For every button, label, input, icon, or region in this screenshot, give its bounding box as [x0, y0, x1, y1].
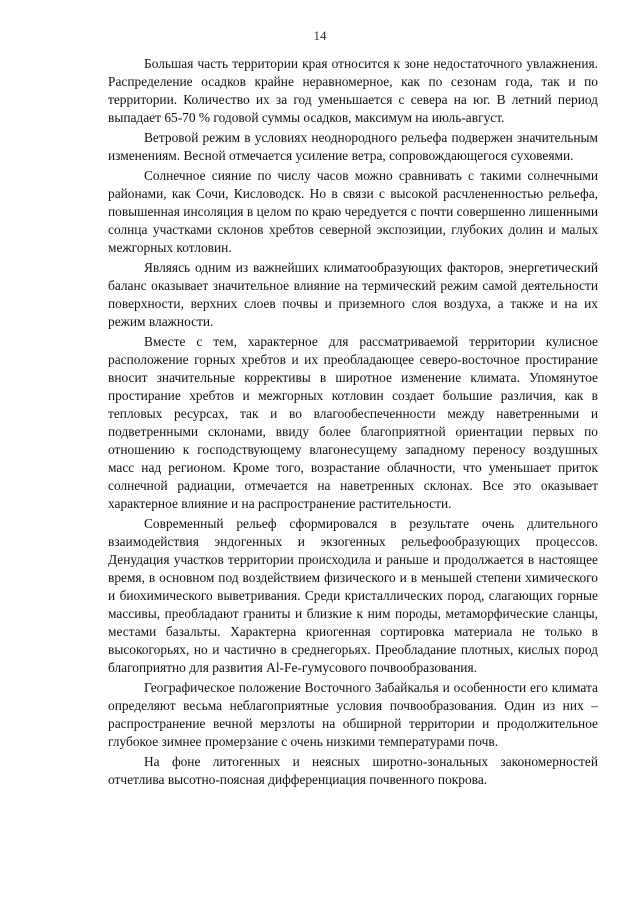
- paragraph-8: На фоне литогенных и неясных широтно-зональных закономерностей отчетлива высотно-поясная дифференциация почвенного покрова.: [108, 754, 598, 787]
- paragraph-2: Ветровой режим в условиях неоднородного рельефа подвержен значительным изменениям. Весной отмечается усиление ветра, сопровождающегося суховеями.: [108, 130, 598, 163]
- paragraph-4: Являясь одним из важнейших климатообразующих факторов, энергетический баланс оказывает значительное влияние на термический режим самой деятельности поверхности, верхних слоев почвы и приземного слоя воздуха, а также и на их режим влажности.: [108, 260, 598, 329]
- page-number: 14: [313, 28, 327, 43]
- paragraph-6: Современный рельеф сформировался в результате очень длительного взаимодействия эндогенных и экзогенных рельефообразующих процессов. Денудация участков территории происходила и раньше и продолжается в настоящее время, в основном под воздействием физического и в меньшей степени химического и биохимического выветривания. Среди кристаллических пород, слагающих горные массивы, преобладают граниты и близкие к ним породы, метаморфические сланцы, местами базальты. Характерна криогенная сортировка материала не только в высокогорьях, но и частично в среднегорьях. Преобладание плотных, кислых пород благоприятно для развития Al-Fe-гумусового почвообразования.: [108, 516, 598, 675]
- paragraph-5: Вместе с тем, характерное для рассматриваемой территории кулисное расположение горных хребтов и их преобладающее северо-восточное простирание вносит значительные коррективы в широтное изменение климата. Упомянутое простирание хребтов и межгорных котловин создает большие различия, как в тепловых ресурсах, так и во влагообеспеченности между наветренными и подветренными склонами, ввиду более благоприятной ориентации первых по отношению к господствующему влагонесущему западному переносу воздушных масс над регионом. Кроме того, возрастание облачности, что уменьшает приток солнечной радиации, отмечается на наветренных склонах. Все это оказывает характерное влияние и на распространение растительности.: [108, 334, 598, 511]
- paragraph-7: Географическое положение Восточного Забайкалья и особенности его климата определяют весьма неблагоприятные условия почвообразования. Один из них – распространение вечной мерзлоты на обширной территории и продолжительное глубокое зимнее промерзание с очень низкими температурами почв.: [108, 680, 598, 749]
- document-body: [108, 55, 598, 791]
- paragraph-1: Большая часть территории края относится к зоне недостаточного увлажнения. Распределение осадков крайне неравномерное, как по сезонам года, так и по территории. Количество их за год уменьшается с севера на юг. В летний период выпадает 65-70 % годовой суммы осадков, максимум на июль-август.: [108, 56, 598, 125]
- paragraph-3: Солнечное сияние по числу часов можно сравнивать с такими солнечными районами, как Сочи, Кисловодск. Но в связи с высокой расчлененностью рельефа, повышенная инсоляция в целом по краю чередуется с почти совершенно лишенными солнца участками склонов хребтов северной экспозиции, глубоких долин и малых межгорных котловин.: [108, 168, 598, 255]
